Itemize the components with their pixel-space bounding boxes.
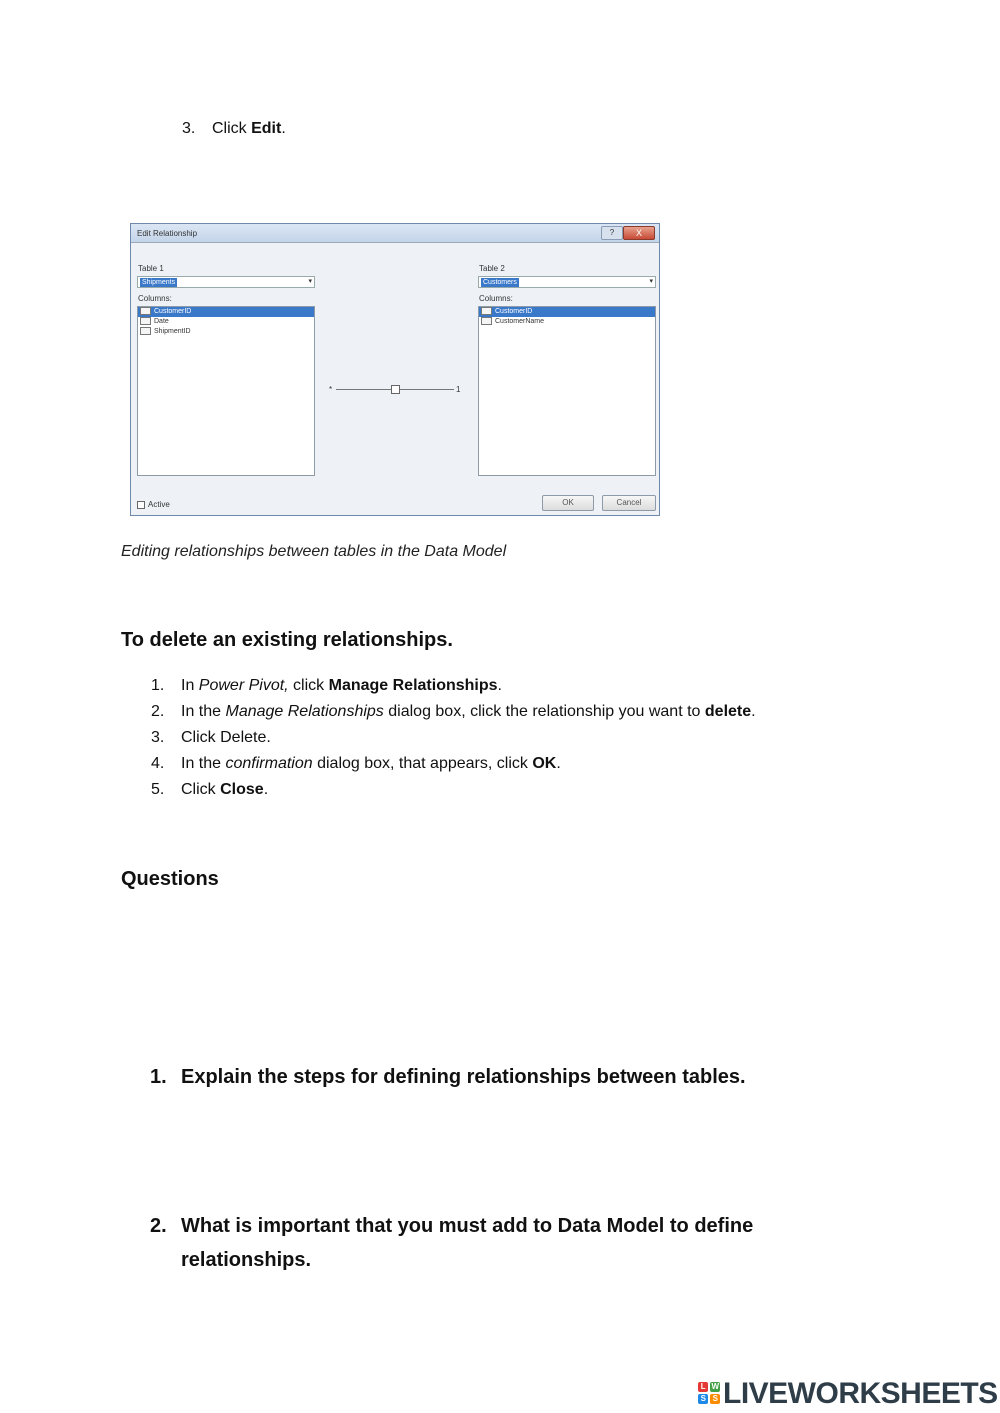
table1-columns-label: Columns: <box>138 294 172 303</box>
edit-relationship-dialog <box>130 223 660 516</box>
ok-button[interactable]: OK <box>542 495 594 511</box>
list-item[interactable] <box>479 317 655 327</box>
item-italic: Manage Relationships <box>225 703 384 720</box>
column-icon <box>140 307 151 315</box>
table1-label: Table 1 <box>138 264 164 273</box>
questions-heading: Questions <box>121 868 219 890</box>
table1-columns-list[interactable] <box>137 306 315 476</box>
item-number: 2. <box>151 703 165 720</box>
checkbox-icon <box>137 501 145 509</box>
cancel-button[interactable]: Cancel <box>602 495 656 511</box>
item-text: dialog box, that appears, click <box>312 755 533 772</box>
item-end: . <box>263 781 269 798</box>
item-text: Click <box>181 781 221 798</box>
cardinality-many: * <box>329 385 333 394</box>
question-text: What is important that you must add to Data Model to define <box>181 1215 754 1237</box>
logo-text: LIVEWORKSHEETS <box>723 1377 998 1410</box>
item-number: 4. <box>151 755 165 772</box>
item-bold: Manage Relationships <box>328 677 498 694</box>
column-icon <box>140 317 151 325</box>
relationship-key-icon <box>391 385 400 394</box>
dialog-title-bar <box>131 224 659 243</box>
active-checkbox[interactable] <box>137 500 170 509</box>
logo-mark-letter: L <box>698 1382 708 1392</box>
help-button[interactable]: ? <box>601 226 623 240</box>
delete-heading: To delete an existing relationships. <box>121 629 453 651</box>
item-number: 1. <box>151 677 165 694</box>
close-button[interactable]: X <box>623 226 655 240</box>
list-item <box>151 755 756 781</box>
list-item[interactable] <box>138 327 314 337</box>
step-number: 3. <box>182 120 196 137</box>
table2-columns-label: Columns: <box>479 294 513 303</box>
list-item[interactable] <box>479 307 655 317</box>
table2-dropdown[interactable] <box>478 276 656 288</box>
list-item <box>151 729 756 755</box>
top-step <box>182 120 286 138</box>
active-label: Active <box>148 500 170 509</box>
item-end: . <box>556 755 561 772</box>
logo-mark-letter: W <box>711 1382 719 1391</box>
item-end: . <box>497 677 502 694</box>
column-name: CustomerName <box>495 318 545 325</box>
column-name: ShipmentID <box>154 328 191 335</box>
figure-caption: Editing relationships between tables in the Data Model <box>121 543 507 560</box>
item-bold: delete <box>704 703 752 720</box>
logo-mark-letter: S <box>710 1394 720 1404</box>
column-name: CustomerID <box>154 308 192 315</box>
table2-label: Table 2 <box>479 264 505 273</box>
question-2-continuation: relationships. <box>181 1249 312 1271</box>
table1-dropdown[interactable] <box>137 276 315 288</box>
column-name: Date <box>154 318 169 325</box>
question-2 <box>150 1215 753 1238</box>
chevron-down-icon: ▾ <box>308 278 312 285</box>
step-end: . <box>281 120 286 137</box>
liveworksheets-logo <box>698 1379 998 1409</box>
item-bold: Close <box>220 781 264 798</box>
question-number: 2. <box>150 1215 167 1237</box>
column-name: CustomerID <box>495 308 533 315</box>
item-number: 3. <box>151 729 165 746</box>
step-bold: Edit <box>251 120 282 137</box>
column-icon <box>140 327 151 335</box>
list-item <box>151 703 756 729</box>
chevron-down-icon: ▾ <box>649 278 653 285</box>
logo-mark-letter: S <box>698 1394 708 1404</box>
item-end: . <box>751 703 756 720</box>
item-bold: OK <box>532 755 557 772</box>
cardinality-one: 1 <box>456 385 461 394</box>
table2-value: Customers <box>483 279 517 286</box>
item-text: In the <box>181 703 226 720</box>
table1-value: Shipments <box>142 279 176 286</box>
column-icon <box>481 317 492 325</box>
list-item <box>151 781 756 807</box>
question-number: 1. <box>150 1066 167 1088</box>
question-1 <box>150 1066 746 1089</box>
list-item[interactable] <box>138 317 314 327</box>
item-text: In the <box>181 755 226 772</box>
table2-columns-list[interactable] <box>478 306 656 476</box>
item-text: dialog box, click the relationship you want to <box>383 703 705 720</box>
logo-mark-icon <box>698 1382 720 1404</box>
item-number: 5. <box>151 781 165 798</box>
item-text: In <box>181 677 199 694</box>
column-icon <box>481 307 492 315</box>
item-text: Click Delete. <box>181 729 271 746</box>
item-italic: confirmation <box>225 755 313 772</box>
step-text: Click <box>212 120 252 137</box>
item-text: click <box>288 677 329 694</box>
dialog-title: Edit Relationship <box>137 229 198 238</box>
list-item <box>151 677 756 703</box>
question-text: Explain the steps for defining relationships between tables. <box>181 1066 746 1088</box>
item-italic: Power Pivot, <box>198 677 289 694</box>
delete-steps-list <box>151 677 756 807</box>
list-item[interactable] <box>138 307 314 317</box>
